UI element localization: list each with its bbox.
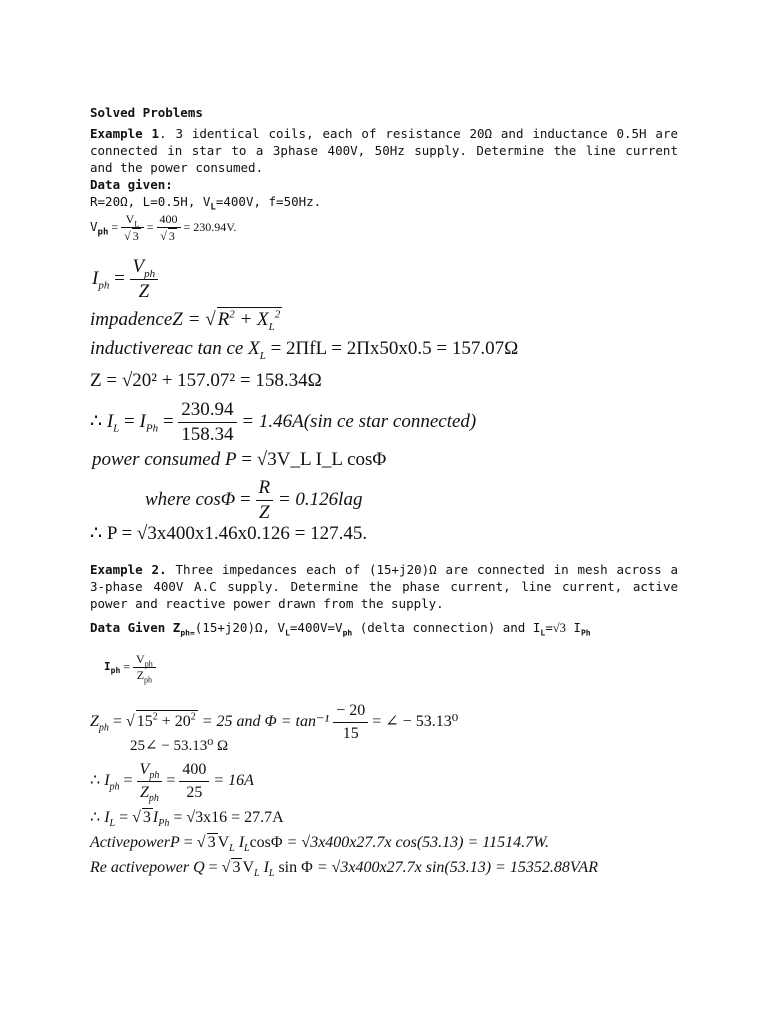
vph-fraction-1: $\frac{V_L}{√ 3}$ [121,212,144,244]
vph-equation: $V_{ph}$ = $\frac{V_L}{√ 3}$ = $\frac{400}{√ 3}$ = 230.94V. [90,212,237,243]
iph-equation: $I_{ph}$ = $\frac{V_{ph}}{Z}$ [92,255,158,304]
active-power-equation: ActivepowerP = √ 3 $V_L$ $I_L\cos\Phi = √3x400x27.7x$ cos(53.13) = 11514.7W. [90,834,549,855]
example-2-label: Example 2. [90,562,167,577]
power-equation: power consumed P = √3V_L I_L cosΦ [92,449,387,470]
example-2-statement [90,561,678,612]
cosphi-equation: where cosΦ = $\frac{R}{Z}$ = 0.126lag [145,477,363,523]
z-calculation: Z = √20² + 157.07² = 158.34Ω [90,370,322,391]
il-equation: ∴ $I_L = I_{Ph}$ = $\frac{230.94}{158.34}$ = 1.46A(sin ce star connected) [90,399,477,445]
polar-form: 25∠ − 53.13⁰ Ω [130,738,229,754]
impedance-equation: impadenceZ = √ $R^2 + X_L^2$ [90,308,281,333]
example-1-data-label: Data given: [90,177,173,192]
example-2-iph-definition: $I_{ph}$ = $\frac{V_{ph}}{Z_{ph}}$ [104,652,156,683]
iph-calculation: ∴ $I_{ph}$ = $\frac{V_{ph}}{Z_{ph}}$ = $\frac{400}{25}$ = 16A [90,761,254,805]
reactive-power-equation: Re activepower Q = √ 3 $V_L$ $I_L$ sin Φ = √3x400x27.7x sin(53.13) = 15352.88VAR [90,859,598,880]
example-1-final: ∴ P = √3x400x1.46x0.126 = 127.45. [90,523,368,544]
zph-equation: $Z_{ph}$ = √ $15^2 + 20^2 = 25$ and Φ = tan⁻¹ $\frac{- 20}{15}$ = ∠ − 53.13⁰ [90,702,459,742]
example-2-text: Three impedances each of (15+j20)Ω are connected in mesh across a 3-phase 400V A.C supply. Determine the phase current, line current, active power and reactive power drawn from the supply. [90,562,678,611]
example-1-label: Example 1 [90,126,160,141]
example-2-data-line: Data Given $Z_{ph=}(15+j20)\Omega$, $V_L=400V=V_{ph}$ (delta connection) and $I_L=√3$ $I_{Ph}$ [90,620,591,638]
vph-fraction-2: $\frac{400}{√ 3}$ [157,212,181,244]
example-1-data-line: R=20Ω, L=0.5H, $V_L=400V$, f=50Hz. [90,194,322,213]
example-1-text: . 3 identical coils, each of resistance 20Ω and inductance 0.5H are connected in star to a 3phase 400V, 50Hz supply. Determine the line current and the power consumed. [90,126,679,175]
example-1-statement [90,125,678,176]
vph-result: = 230.94V. [183,219,237,234]
il-calculation: ∴ $I_L$ = √ 3 $I_{Ph} = √3x16 = 27.7A$ [90,809,284,830]
reactance-equation: inductivereac tan ce $X_L = 2\Pi fL = 2\Pi x50x0.5 = 157.07\Omega$ [90,338,519,362]
section-heading: Solved Problems [90,105,203,120]
